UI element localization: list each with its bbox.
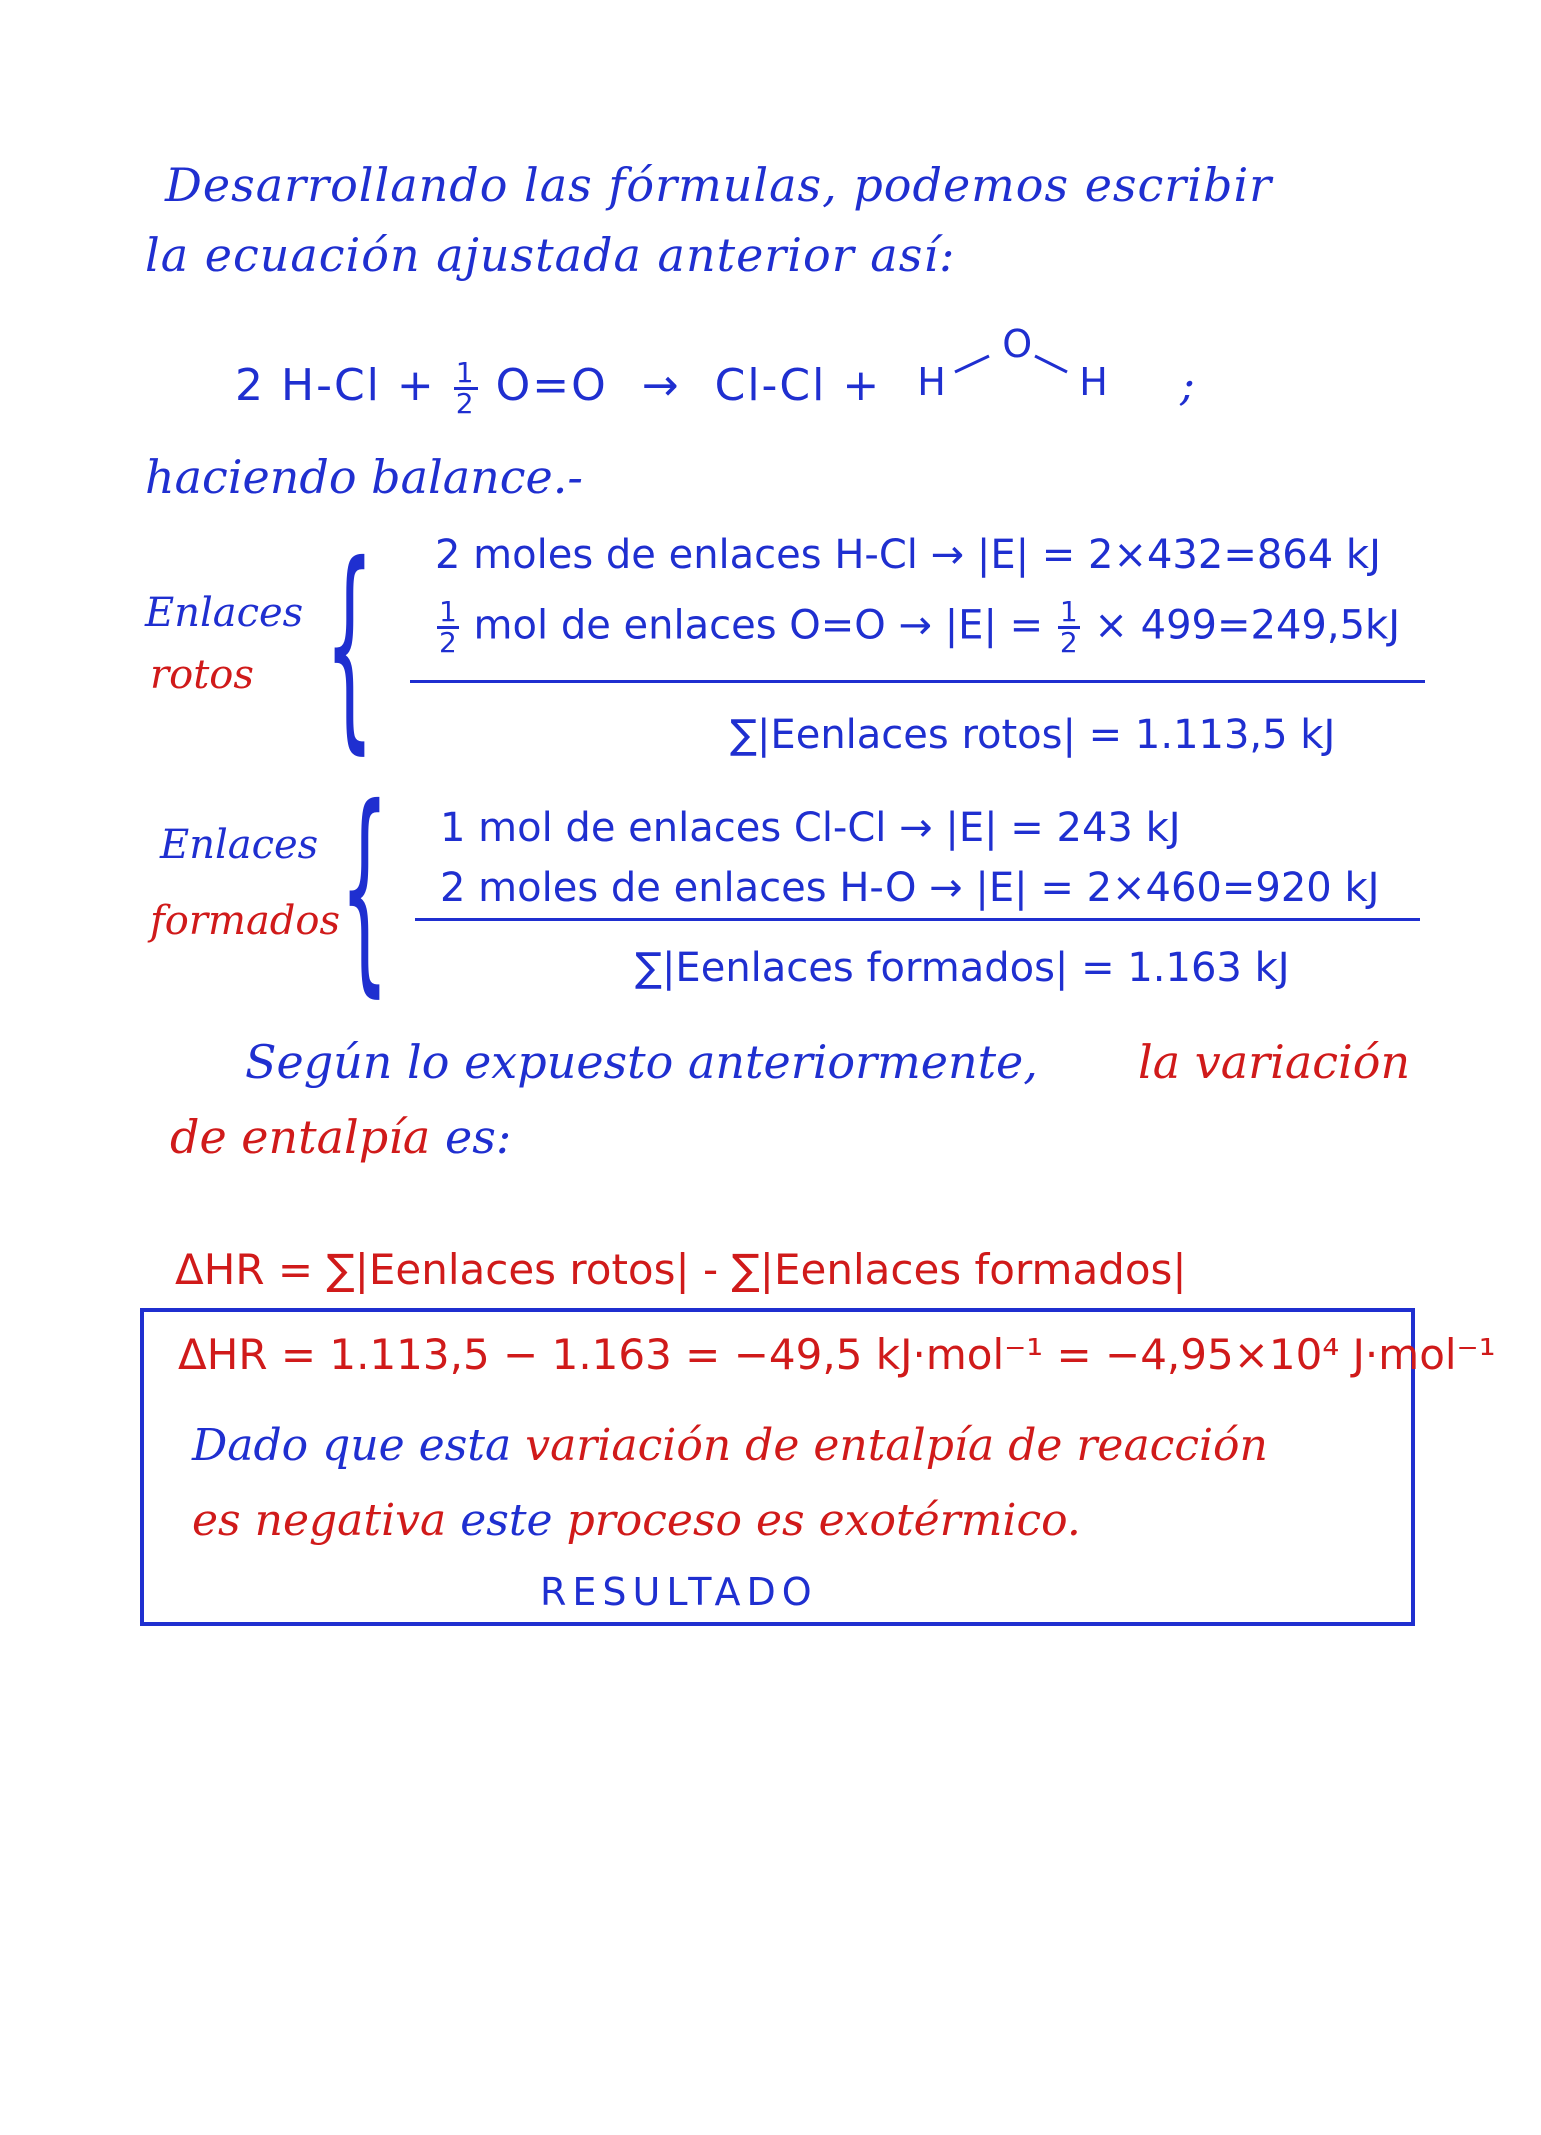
intro-line-1: Desarrollando las fórmulas, podemos escribir	[165, 158, 1273, 212]
result-line-2	[192, 1420, 1268, 1471]
rotos-frac-den: 2	[439, 626, 457, 659]
eq-left-a: 2 H-Cl +	[235, 360, 436, 411]
es-text: es:	[444, 1110, 512, 1164]
equation-semicolon: ;	[1180, 360, 1195, 411]
eq-frac-num: 1	[455, 355, 476, 389]
formados-sum: ∑|Eenlaces formados| = 1.163 kJ	[635, 945, 1290, 991]
de-entalpia-line	[170, 1110, 511, 1164]
water-h-left: H	[917, 360, 948, 404]
result-line-2-blue: Dado que esta	[192, 1420, 512, 1471]
eq-right-a: Cl-Cl +	[714, 360, 882, 411]
result-line-3-blue: este	[460, 1495, 553, 1546]
rotos-row-2-frac	[437, 595, 459, 659]
rotos-row-2-pre: mol de enlaces O=O → |E| =	[473, 602, 1044, 649]
water-bonds	[917, 350, 1107, 400]
segun-text: Según lo expuesto anteriormente,	[245, 1035, 1038, 1089]
rotos-label-1: Enlaces	[145, 590, 304, 636]
formados-sum-rule	[415, 918, 1420, 921]
formados-label-2: formados	[150, 898, 340, 944]
intro-line-2: la ecuación ajustada anterior así:	[145, 228, 956, 282]
balanced-equation	[235, 322, 1110, 420]
rotos-sum: ∑|Eenlaces rotos| = 1.113,5 kJ	[730, 712, 1336, 758]
la-variacion-text: la variación	[1138, 1035, 1411, 1089]
rotos-row-2-post: × 499=249,5kJ	[1094, 602, 1400, 649]
result-line-3-red-1: es negativa	[192, 1495, 447, 1546]
rotos-frac-num: 1	[439, 595, 457, 628]
resultado-label: RESULTADO	[540, 1570, 818, 1614]
eq-arrow: →	[641, 360, 681, 411]
de-entalpia-text: de entalpía	[170, 1110, 431, 1164]
rotos-frac-b-den: 2	[1059, 626, 1078, 659]
formados-label-1: Enlaces	[160, 822, 319, 868]
result-line-3-red-2: proceso es exotérmico.	[566, 1495, 1081, 1546]
formados-row-1: 1 mol de enlaces Cl-Cl → |E| = 243 kJ	[440, 805, 1181, 851]
rotos-label-2: rotos	[150, 652, 254, 698]
eq-left-b: O=O	[495, 360, 608, 411]
eq-fraction	[454, 355, 478, 420]
rotos-frac-b-num: 1	[1059, 595, 1078, 628]
rotos-row-1: 2 moles de enlaces H-Cl → |E| = 2×432=864 kJ	[435, 532, 1381, 578]
delta-h-formula: ΔHR = ∑|Eenlaces rotos| - ∑|Eenlaces formados|	[175, 1245, 1187, 1294]
eq-frac-den: 2	[455, 386, 476, 420]
rotos-row-2	[435, 595, 1400, 659]
water-h-right: H	[1079, 360, 1110, 404]
formados-brace: {	[340, 760, 389, 1016]
rotos-sum-rule	[410, 680, 1425, 683]
result-line-2-red: variación de entalpía de reacción	[525, 1420, 1268, 1471]
rotos-brace: {	[325, 517, 374, 773]
water-o: O	[1002, 322, 1035, 366]
result-line-1: ΔHR = 1.113,5 − 1.163 = −49,5 kJ·mol⁻¹ = −4,95×10⁴ J·mol⁻¹	[178, 1330, 1496, 1379]
result-line-3	[192, 1495, 1081, 1546]
rotos-row-2-frac-b	[1058, 595, 1080, 659]
formados-row-2: 2 moles de enlaces H-O → |E| = 2×460=920 kJ	[440, 865, 1380, 911]
water-molecule	[917, 322, 1110, 404]
haciendo-balance: haciendo balance.-	[145, 450, 583, 504]
